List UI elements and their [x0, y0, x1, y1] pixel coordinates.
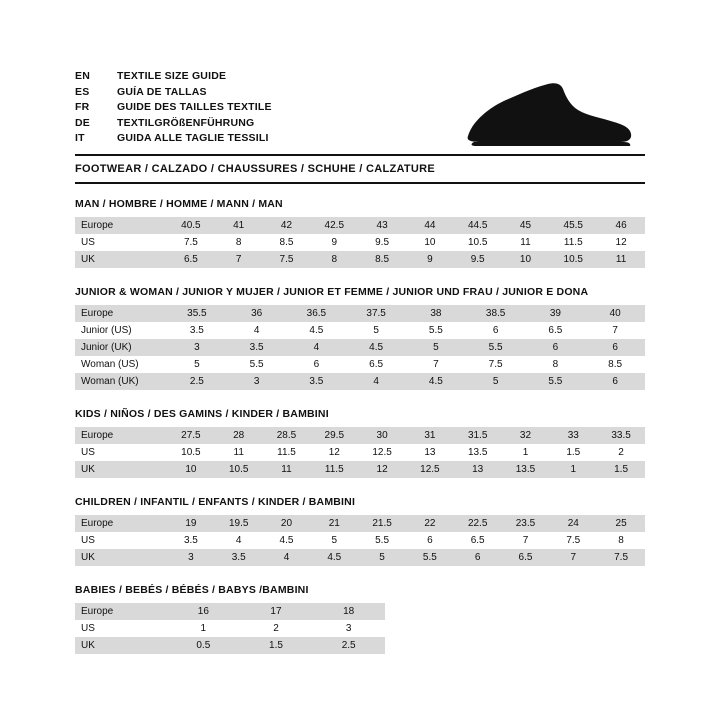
- table-row: [75, 373, 645, 390]
- size-cell: 11: [215, 444, 263, 461]
- table-row: [75, 234, 645, 251]
- size-cell: 17: [240, 603, 313, 620]
- row-label: UK: [75, 251, 167, 268]
- row-label: US: [75, 620, 167, 637]
- size-cell: 6.5: [167, 251, 215, 268]
- size-cell: 33.5: [597, 427, 645, 444]
- size-cell: 13.5: [454, 444, 502, 461]
- size-cell: 13: [454, 461, 502, 478]
- size-cell: 4: [215, 532, 263, 549]
- row-label: US: [75, 444, 167, 461]
- header: [75, 70, 645, 180]
- size-cell: 3.5: [287, 373, 347, 390]
- section-title: MAN / HOMBRE / HOMME / MANN / MAN: [75, 198, 283, 210]
- row-label: Europe: [75, 305, 167, 322]
- language-title: TEXTILGRÖßENFÜHRUNG: [117, 116, 255, 129]
- row-label: Junior (US): [75, 322, 167, 339]
- row-label: UK: [75, 461, 167, 478]
- size-cell: 3.5: [215, 549, 263, 566]
- size-cell: 18: [312, 603, 385, 620]
- size-cell: 44.5: [454, 217, 502, 234]
- size-cell: 39: [526, 305, 586, 322]
- size-table: [75, 603, 385, 654]
- size-cell: 5.5: [227, 356, 287, 373]
- size-sections: [75, 198, 645, 654]
- size-cell: 3.5: [167, 532, 215, 549]
- size-cell: 5.5: [406, 549, 454, 566]
- language-title-list: [75, 70, 272, 148]
- size-cell: 8: [597, 532, 645, 549]
- size-table: [75, 427, 645, 478]
- size-cell: 1: [502, 444, 550, 461]
- size-cell: 38.5: [466, 305, 526, 322]
- size-cell: 6: [526, 339, 586, 356]
- size-cell: 12.5: [406, 461, 454, 478]
- size-cell: 21: [310, 515, 358, 532]
- table-row: [75, 356, 645, 373]
- size-cell: 6: [585, 339, 645, 356]
- size-cell: 6.5: [454, 532, 502, 549]
- size-cell: 40.5: [167, 217, 215, 234]
- size-cell: 5.5: [406, 322, 466, 339]
- section-title: JUNIOR & WOMAN / JUNIOR Y MUJER / JUNIOR ET FEMME / JUNIOR UND FRAU / JUNIOR E DONA: [75, 286, 589, 298]
- row-label: UK: [75, 637, 167, 654]
- size-table: [75, 305, 645, 390]
- language-code: EN: [75, 70, 90, 82]
- size-cell: 12.5: [358, 444, 406, 461]
- size-cell: 12: [597, 234, 645, 251]
- size-cell: 6: [466, 322, 526, 339]
- size-cell: 3: [167, 549, 215, 566]
- size-cell: 11.5: [549, 234, 597, 251]
- size-cell: 11: [502, 234, 550, 251]
- size-table: [75, 217, 645, 268]
- size-cell: 40: [585, 305, 645, 322]
- size-cell: 28.5: [263, 427, 311, 444]
- language-title: GUIDE DES TAILLES TEXTILE: [117, 101, 272, 113]
- size-cell: 5: [310, 532, 358, 549]
- size-cell: 33: [549, 427, 597, 444]
- size-cell: 1.5: [240, 637, 313, 654]
- size-cell: 3: [312, 620, 385, 637]
- size-cell: 1: [549, 461, 597, 478]
- size-cell: 4: [263, 549, 311, 566]
- size-cell: 7.5: [167, 234, 215, 251]
- size-cell: 9.5: [454, 251, 502, 268]
- size-cell: 1.5: [549, 444, 597, 461]
- size-cell: 3.5: [227, 339, 287, 356]
- size-cell: 45: [502, 217, 550, 234]
- size-cell: 7.5: [597, 549, 645, 566]
- size-cell: 9.5: [358, 234, 406, 251]
- language-code: FR: [75, 101, 90, 113]
- size-cell: 1.5: [597, 461, 645, 478]
- size-cell: 8: [526, 356, 586, 373]
- size-cell: 4.5: [263, 532, 311, 549]
- size-cell: 10.5: [549, 251, 597, 268]
- size-cell: 6: [406, 532, 454, 549]
- size-cell: 5: [466, 373, 526, 390]
- language-row: [75, 132, 272, 148]
- size-cell: 4.5: [287, 322, 347, 339]
- size-cell: 16: [167, 603, 240, 620]
- size-cell: 32: [502, 427, 550, 444]
- size-cell: 3.5: [167, 322, 227, 339]
- size-cell: 7: [585, 322, 645, 339]
- size-cell: 24: [549, 515, 597, 532]
- size-cell: 7: [406, 356, 466, 373]
- size-cell: 7: [215, 251, 263, 268]
- size-cell: 10.5: [167, 444, 215, 461]
- size-cell: 42.5: [310, 217, 358, 234]
- table-row: [75, 461, 645, 478]
- language-code: DE: [75, 116, 90, 129]
- size-cell: 6.5: [346, 356, 406, 373]
- size-cell: 29.5: [310, 427, 358, 444]
- size-section: [75, 408, 645, 478]
- size-cell: 10.5: [454, 234, 502, 251]
- table-row: [75, 427, 645, 444]
- row-label: Woman (US): [75, 356, 167, 373]
- size-cell: 0.5: [167, 637, 240, 654]
- size-cell: 23.5: [502, 515, 550, 532]
- size-cell: 6: [585, 373, 645, 390]
- size-cell: 6: [287, 356, 347, 373]
- row-label: US: [75, 234, 167, 251]
- size-section: [75, 198, 645, 268]
- row-label: Europe: [75, 427, 167, 444]
- size-cell: 8.5: [263, 234, 311, 251]
- language-title: GUIDA ALLE TAGLIE TESSILI: [117, 132, 269, 144]
- size-cell: 4: [287, 339, 347, 356]
- size-cell: 2: [597, 444, 645, 461]
- row-label: US: [75, 532, 167, 549]
- size-cell: 11.5: [263, 444, 311, 461]
- size-cell: 22.5: [454, 515, 502, 532]
- row-label: Europe: [75, 217, 167, 234]
- size-cell: 8.5: [585, 356, 645, 373]
- table-row: [75, 620, 385, 637]
- size-cell: 2.5: [312, 637, 385, 654]
- size-cell: 20: [263, 515, 311, 532]
- size-cell: 7: [549, 549, 597, 566]
- size-cell: 19: [167, 515, 215, 532]
- table-row: [75, 339, 645, 356]
- size-cell: 28: [215, 427, 263, 444]
- size-cell: 22: [406, 515, 454, 532]
- section-title: CHILDREN / INFANTIL / ENFANTS / KINDER / BAMBINI: [75, 496, 356, 508]
- size-cell: 19.5: [215, 515, 263, 532]
- size-cell: 36.5: [287, 305, 347, 322]
- size-cell: 13: [406, 444, 454, 461]
- size-cell: 6: [454, 549, 502, 566]
- language-row: [75, 70, 272, 86]
- size-cell: 42: [263, 217, 311, 234]
- table-row: [75, 322, 645, 339]
- size-table: [75, 515, 645, 566]
- table-row: [75, 444, 645, 461]
- size-cell: 12: [310, 444, 358, 461]
- size-cell: 4: [346, 373, 406, 390]
- size-cell: 21.5: [358, 515, 406, 532]
- size-cell: 11: [263, 461, 311, 478]
- dress-shoe-icon: [460, 78, 635, 153]
- size-cell: 5: [346, 322, 406, 339]
- size-cell: 38: [406, 305, 466, 322]
- size-cell: 11.5: [310, 461, 358, 478]
- size-cell: 10: [167, 461, 215, 478]
- size-cell: 36: [227, 305, 287, 322]
- language-code: IT: [75, 132, 85, 144]
- table-row: [75, 637, 385, 654]
- size-cell: 5: [358, 549, 406, 566]
- size-cell: 4.5: [406, 373, 466, 390]
- row-label: UK: [75, 549, 167, 566]
- table-row: [75, 251, 645, 268]
- language-title: TEXTILE SIZE GUIDE: [117, 70, 227, 82]
- size-cell: 9: [406, 251, 454, 268]
- size-cell: 7: [502, 532, 550, 549]
- language-title: GUÍA DE TALLAS: [117, 85, 207, 98]
- size-section: [75, 584, 645, 654]
- size-cell: 9: [310, 234, 358, 251]
- row-label: Europe: [75, 515, 167, 532]
- size-cell: 7.5: [549, 532, 597, 549]
- size-cell: 5: [167, 356, 227, 373]
- size-cell: 27.5: [167, 427, 215, 444]
- section-title: KIDS / NIÑOS / DES GAMINS / KINDER / BAMBINI: [75, 408, 329, 420]
- table-row: [75, 305, 645, 322]
- size-cell: 46: [597, 217, 645, 234]
- size-cell: 45.5: [549, 217, 597, 234]
- size-cell: 5.5: [466, 339, 526, 356]
- size-cell: 6.5: [526, 322, 586, 339]
- language-row: [75, 86, 272, 102]
- size-cell: 41: [215, 217, 263, 234]
- size-cell: 1: [167, 620, 240, 637]
- row-label: Europe: [75, 603, 167, 620]
- size-cell: 7.5: [466, 356, 526, 373]
- table-row: [75, 217, 645, 234]
- size-cell: 31.5: [454, 427, 502, 444]
- size-cell: 8.5: [358, 251, 406, 268]
- size-cell: 8: [310, 251, 358, 268]
- size-cell: 37.5: [346, 305, 406, 322]
- size-cell: 35.5: [167, 305, 227, 322]
- size-cell: 4: [227, 322, 287, 339]
- size-cell: 7.5: [263, 251, 311, 268]
- size-cell: 12: [358, 461, 406, 478]
- size-cell: 44: [406, 217, 454, 234]
- size-section: [75, 496, 645, 566]
- size-cell: 43: [358, 217, 406, 234]
- size-cell: 6.5: [502, 549, 550, 566]
- size-cell: 30: [358, 427, 406, 444]
- table-row: [75, 515, 645, 532]
- language-row: [75, 101, 272, 117]
- size-cell: 2: [240, 620, 313, 637]
- size-cell: 11: [597, 251, 645, 268]
- table-row: [75, 549, 645, 566]
- row-label: Woman (UK): [75, 373, 167, 390]
- category-band: FOOTWEAR / CALZADO / CHAUSSURES / SCHUHE / CALZATURE: [75, 154, 645, 184]
- language-row: [75, 117, 272, 133]
- size-cell: 4.5: [310, 549, 358, 566]
- size-cell: 5: [406, 339, 466, 356]
- size-cell: 10: [502, 251, 550, 268]
- size-cell: 25: [597, 515, 645, 532]
- table-row: [75, 532, 645, 549]
- size-section: [75, 286, 645, 390]
- size-cell: 5.5: [526, 373, 586, 390]
- size-cell: 10.5: [215, 461, 263, 478]
- size-cell: 5.5: [358, 532, 406, 549]
- row-label: Junior (UK): [75, 339, 167, 356]
- size-cell: 2.5: [167, 373, 227, 390]
- size-cell: 10: [406, 234, 454, 251]
- size-cell: 3: [227, 373, 287, 390]
- size-cell: 3: [167, 339, 227, 356]
- size-cell: 13.5: [502, 461, 550, 478]
- size-cell: 31: [406, 427, 454, 444]
- size-cell: 8: [215, 234, 263, 251]
- table-row: [75, 603, 385, 620]
- section-title: BABIES / BEBÉS / BÉBÉS / BABYS /BAMBINI: [75, 584, 309, 596]
- size-cell: 4.5: [346, 339, 406, 356]
- language-code: ES: [75, 85, 90, 98]
